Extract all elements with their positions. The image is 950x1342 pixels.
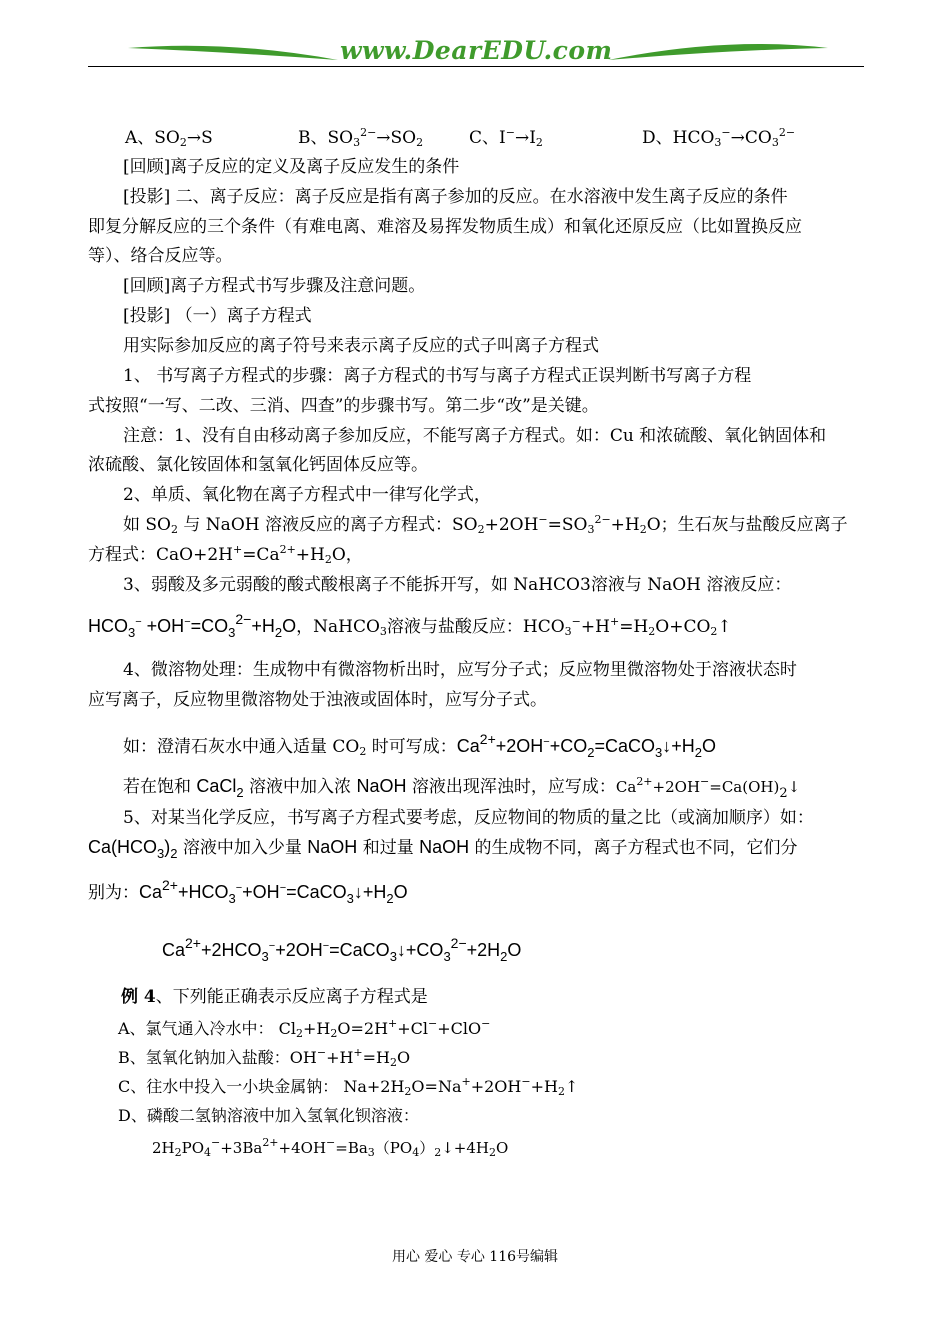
example-option-d-equation: $2H_2PO_4^-+3Ba^{2+}+4OH^-=Ba_3(PO_4)_2↓+4H_2O$ (152, 1136, 509, 1159)
projection-1-line-3: 等）、络合反应等。 (88, 246, 233, 266)
projection-2: [投影] （一）离子方程式 (123, 306, 312, 326)
definition: 用实际参加反应的离子符号来表示离子反应的式子叫离子方程式 (123, 336, 599, 356)
projection-1-line-1: [投影] 二、离子反应：离子反应是指有离子参加的反应。在水溶液中发生离子反应的条件 (123, 187, 788, 207)
note-5-line-1: 5、对某当化学反应，书写离子方程式要考虑，反应物间的物质的量之比（或滴加顺序）如： (123, 808, 814, 828)
example-option-b: B、氢氧化钠加入盐酸：$OH^-+H^+=H_2O$ (118, 1046, 411, 1069)
note-3-equation: $HCO_3^- +OH^-=CO_3^{2-}+H_2O$，NaHCO$_3$溶液与盐酸反应：$HCO_3^-+H^+=H_2O+CO_2↑$ (88, 611, 732, 640)
step-1-line-2: 式按照“一写、二改、三消、四查”的步骤书写。第二步“改”是关键。 (88, 396, 599, 416)
projection-1-line-2: 即复分解反应的三个条件（有难电离、难溶及易挥发物质生成）和氧化还原反应（比如置换反应 (88, 217, 802, 237)
note-4-line-2: 应写离子，反应物里微溶物处于浊液或固体时，应写分子式。 (88, 690, 547, 710)
review-2: [回顾]离子方程式书写步骤及注意问题。 (123, 276, 426, 296)
option-a: A、$SO_2\to S$ (125, 128, 213, 149)
note-4-example-2: 若在饱和 CaCl$_2$ 溶液中加入浓 NaOH 溶液出现浑浊时，应写成：$Ca^{2+}+2OH^-=Ca(OH)2↓$ (123, 775, 801, 801)
note-5-line-4: $Ca^{2+}+2HCO_3^-+2OH^-=CaCO_3↓+CO_3^{2-}+2H_2O$ (162, 935, 522, 964)
option-d: D、$HCO_3^-\to CO_3^{2-}$ (642, 126, 796, 149)
example-4-heading: 例 4、下列能正确表示反应离子方程式是 (121, 987, 428, 1007)
option-c: C、$I^-\to I_2$ (469, 126, 543, 149)
note-4-line-1: 4、微溶物处理：生成物中有微溶物析出时，应写分子式；反应物里微溶物处于溶液状态时 (123, 660, 797, 680)
example-option-a: A、氯气通入冷水中： $Cl_2+H_2O=2H^++Cl^-+ClO^-$ (118, 1017, 491, 1040)
note-2-example-2: 方程式：$CaO+2H^+=Ca^{2+}+H_2O$， (88, 543, 363, 566)
example-option-d: D、磷酸二氢钠溶液中加入氢氧化钡溶液： (118, 1106, 419, 1125)
note-2: 2、单质、氧化物在离子方程式中一律写化学式， (123, 485, 491, 505)
option-b: B、$SO_3^{2-}\to SO_2$ (298, 126, 424, 149)
review-1: [回顾]离子反应的定义及离子反应发生的条件 (123, 157, 460, 177)
note-5-line-3: 别为：$Ca^{2+}+HCO_3^-+OH^-=CaCO_3↓+H_2O$ (88, 877, 408, 906)
header-divider (88, 66, 864, 67)
site-logo[interactable]: www.DearEDU.com (340, 36, 613, 65)
note-1-line-2: 浓硫酸、氯化铵固体和氢氧化钙固体反应等。 (88, 455, 428, 475)
step-1-line-1: 1、 书写离子方程式的步骤：离子方程式的书写与离子方程式正误判断书写离子方程 (123, 366, 752, 386)
example-option-c: C、往水中投入一小块金属钠： $Na+2H_2O=Na^++2OH^-+H_2↑$ (118, 1075, 579, 1098)
note-3: 3、弱酸及多元弱酸的酸式酸根离子不能拆开写，如 NaHCO3溶液与 NaOH 溶液反应： (123, 575, 792, 595)
note-4-example: 如：澄清石灰水中通入适量 $CO_2$ 时可写成：$Ca^{2+}+2OH^-+CO_2=CaCO_3↓+H_2O$ (123, 731, 716, 760)
note-2-example: 如 $SO_2$ 与 NaOH 溶液反应的离子方程式：$SO_2+2OH^-=SO_3^{2-}+H_2O$；生石灰与盐酸反应离子 (123, 513, 848, 536)
note-5-line-2: $Ca(HCO_3)_2$ 溶液中加入少量 NaOH 和过量 NaOH 的生成物不同，离子方程式也不同，它们分 (88, 837, 798, 861)
note-1-line-1: 注意：1、没有自由移动离子参加反应，不能写离子方程式。如：Cu 和浓硫酸、氧化钠固体和 (123, 426, 827, 446)
page-footer: 用心 爱心 专心 116号编辑 (391, 1249, 559, 1265)
